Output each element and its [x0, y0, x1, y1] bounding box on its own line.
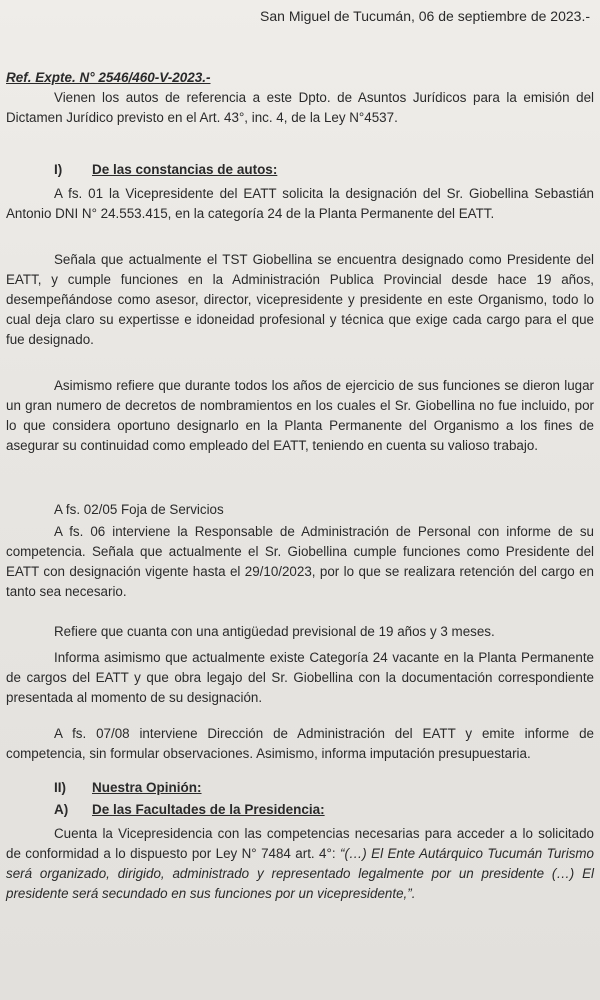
section-title: Nuestra Opinión: [92, 780, 202, 795]
intro-paragraph: Vienen los autos de referencia a este Dpto. de Asuntos Jurídicos para la emisión del Dictamen Jurídico previsto en el Art. 43°, inc. 4, de la Ley N°4537. [6, 90, 594, 125]
section-number: A) [54, 802, 69, 817]
section-title: De las Facultades de la Presidencia: [92, 802, 325, 817]
section-heading-2 [54, 778, 202, 798]
file-reference: Ref. Expte. N° 2546/460-V-2023.- [6, 70, 211, 85]
paragraph: A fs. 01 la Vicepresidente del EATT solicita la designación del Sr. Giobellina Sebastián Antonio DNI N° 24.553.415, en la categoría 24 de la Planta Permanente del EATT. [6, 186, 594, 221]
paragraph: Asimismo refiere que durante todos los años de ejercicio de sus funciones se dieron lugar un gran numero de decretos de nombramientos en los cuales el Sr. Giobellina no fue incluido, por lo que considera oportuno designarlo en la Planta Permanente del Organismo a los fines de asegurar su continuidad como empleado del EATT, teniendo en cuenta su valioso trabajo. [6, 378, 594, 453]
paragraph: Refiere que cuanta con una antigüedad previsional de 19 años y 3 meses. [54, 624, 495, 639]
section-heading-a [54, 800, 325, 820]
law-quote: “(…) El Ente Autárquico Tucumán Turismo será organizado, dirigido, administrado y representado legalmente por un presidente (…) El presidente será secundado en sus funciones por un vicepresidente,”. [6, 846, 594, 901]
paragraph: A fs. 06 interviene la Responsable de Administración de Personal con informe de su competencia. Señala que actualmente el Sr. Giobellina cumple funciones como Presidente del EATT con designación vigente hasta el 29/10/2023, por lo que se realizara retención del cargo en tanto sea necesario. [6, 524, 594, 599]
section-number: II) [54, 780, 66, 795]
paragraph: Señala que actualmente el TST Giobellina se encuentra designado como Presidente del EATT, y cumple funciones en la Administración Publica Provincial desde hace 19 años, desempeñándose como asesor, director, vicepresidente y presidente en este Organismo, todo lo cual deja claro su expertisse e idoneidad profesional y técnica que exige cada cargo para el que fue designado. [6, 252, 594, 347]
section-title: De las constancias de autos: [92, 162, 278, 177]
final-paragraph [6, 824, 594, 904]
paragraph: A fs. 07/08 interviene Dirección de Administración del EATT y emite informe de competencia, sin formular observaciones. Asimismo, informa imputación presupuestaria. [6, 726, 594, 761]
final-text: Cuenta la Vicepresidencia con las competencias necesarias para acceder a lo solicitado de conformidad a lo dispuesto por Ley N° 7484 art. 4°: [6, 826, 594, 861]
section-number: I) [54, 162, 63, 177]
section-heading-1 [54, 160, 277, 180]
paragraph: Informa asimismo que actualmente existe Categoría 24 vacante en la Planta Permanente de cargos del EATT y que obra legajo del Sr. Giobellina con la documentación correspondiente presentada al momento de su designación. [6, 650, 594, 705]
document-date: San Miguel de Tucumán, 06 de septiembre de 2023.- [260, 8, 590, 24]
paragraph: A fs. 02/05 Foja de Servicios [54, 502, 224, 517]
